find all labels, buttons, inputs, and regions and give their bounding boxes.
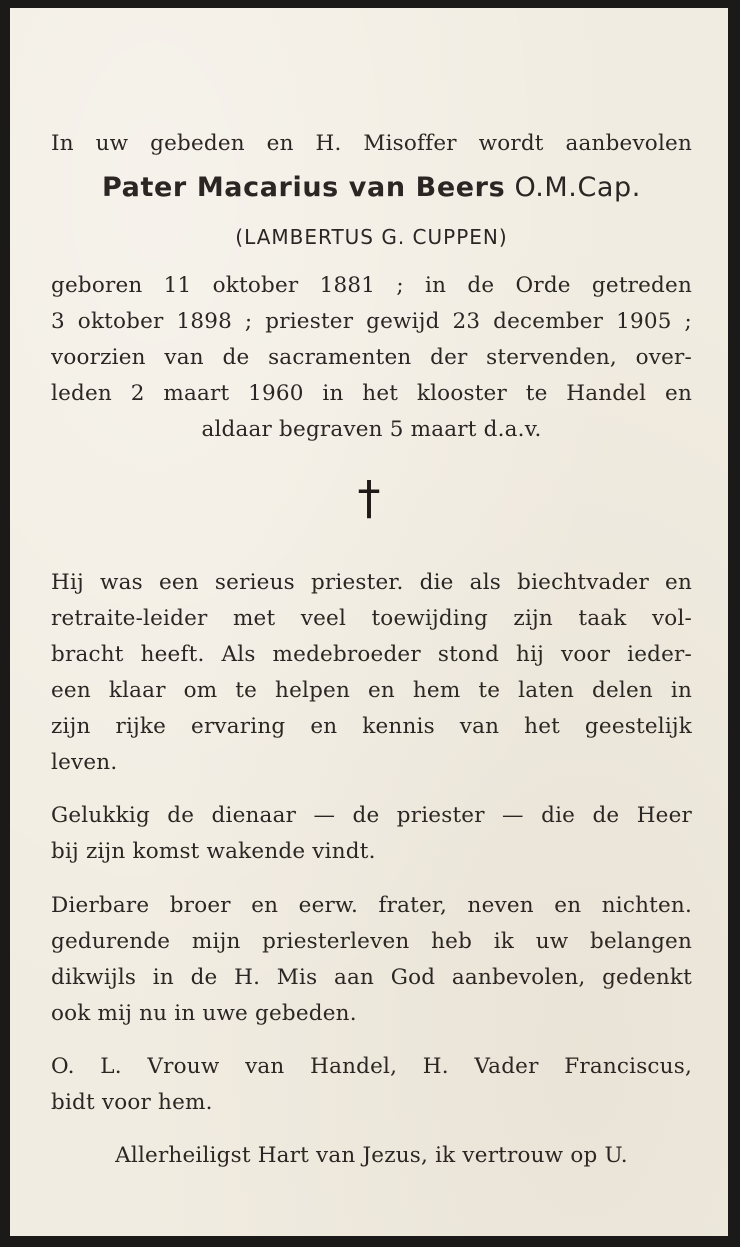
cross-icon: † bbox=[357, 471, 381, 525]
paragraph-family-farewell bbox=[51, 888, 692, 1032]
closing-prayer bbox=[51, 1138, 692, 1174]
intro-text: In uw gebeden en H. Misoffer wordt aanbevolen bbox=[51, 131, 692, 156]
bio-line: 3 oktober 1898 ; priester gewijd 23 december 1905 ; bbox=[51, 309, 692, 334]
civil-name: (LAMBERTUS G. CUPPEN) bbox=[235, 225, 508, 249]
paragraph-invocation bbox=[51, 1049, 692, 1121]
paragraph-line: O. L. Vrouw van Handel, H. Vader Franciscus, bbox=[51, 1054, 692, 1079]
paragraph-line: bracht heeft. Als medebroeder stond hij voor ieder- bbox=[51, 642, 692, 667]
bio-line: leden 2 maart 1960 in het klooster te Handel en bbox=[51, 381, 692, 406]
paragraph-line: leven. bbox=[51, 750, 118, 775]
bio-line: aldaar begraven 5 maart d.a.v. bbox=[201, 417, 542, 442]
paragraph-line: dikwijls in de H. Mis aan God aanbevolen, gedenkt bbox=[51, 965, 692, 990]
biography-last-line bbox=[51, 412, 692, 448]
paragraph-beatitude bbox=[51, 798, 692, 870]
paragraph-line: bidt voor hem. bbox=[51, 1090, 213, 1115]
order-suffix: O.M.Cap. bbox=[514, 172, 641, 203]
deceased-name: Pater Macarius van Beers bbox=[102, 172, 506, 203]
paragraph-line: zijn rijke ervaring en kennis van het geestelijk bbox=[51, 714, 692, 739]
closing-text: Allerheiligst Hart van Jezus, ik vertrouw op U. bbox=[115, 1143, 628, 1168]
bio-line: geboren 11 oktober 1881 ; in de Orde getreden bbox=[51, 273, 692, 298]
paragraph-line: ook mij nu in uwe gebeden. bbox=[51, 1001, 357, 1026]
paragraph-line: Hij was een serieus priester. die als biechtvader en bbox=[51, 570, 692, 595]
paragraph-line: retraite-leider met veel toewijding zijn taak vol- bbox=[51, 606, 692, 631]
paragraph-line: gedurende mijn priesterleven heb ik uw belangen bbox=[51, 929, 692, 954]
civil-name-line bbox=[51, 219, 692, 255]
intro-line bbox=[51, 126, 692, 162]
paragraph-line: bij zijn komst wakende vindt. bbox=[51, 839, 376, 864]
paragraph-line: Gelukkig de dienaar — de priester — die de Heer bbox=[51, 803, 692, 828]
paragraph-line: een klaar om te helpen en hem te laten delen in bbox=[51, 678, 692, 703]
paragraph-tribute bbox=[51, 565, 692, 781]
biography-block bbox=[51, 268, 692, 412]
paragraph-line: Dierbare broer en eerw. frater, neven en nichten. bbox=[51, 893, 692, 918]
bio-line: voorzien van de sacramenten der stervenden, over- bbox=[51, 345, 692, 370]
deceased-name-line bbox=[51, 166, 692, 210]
memorial-card bbox=[10, 8, 728, 1236]
